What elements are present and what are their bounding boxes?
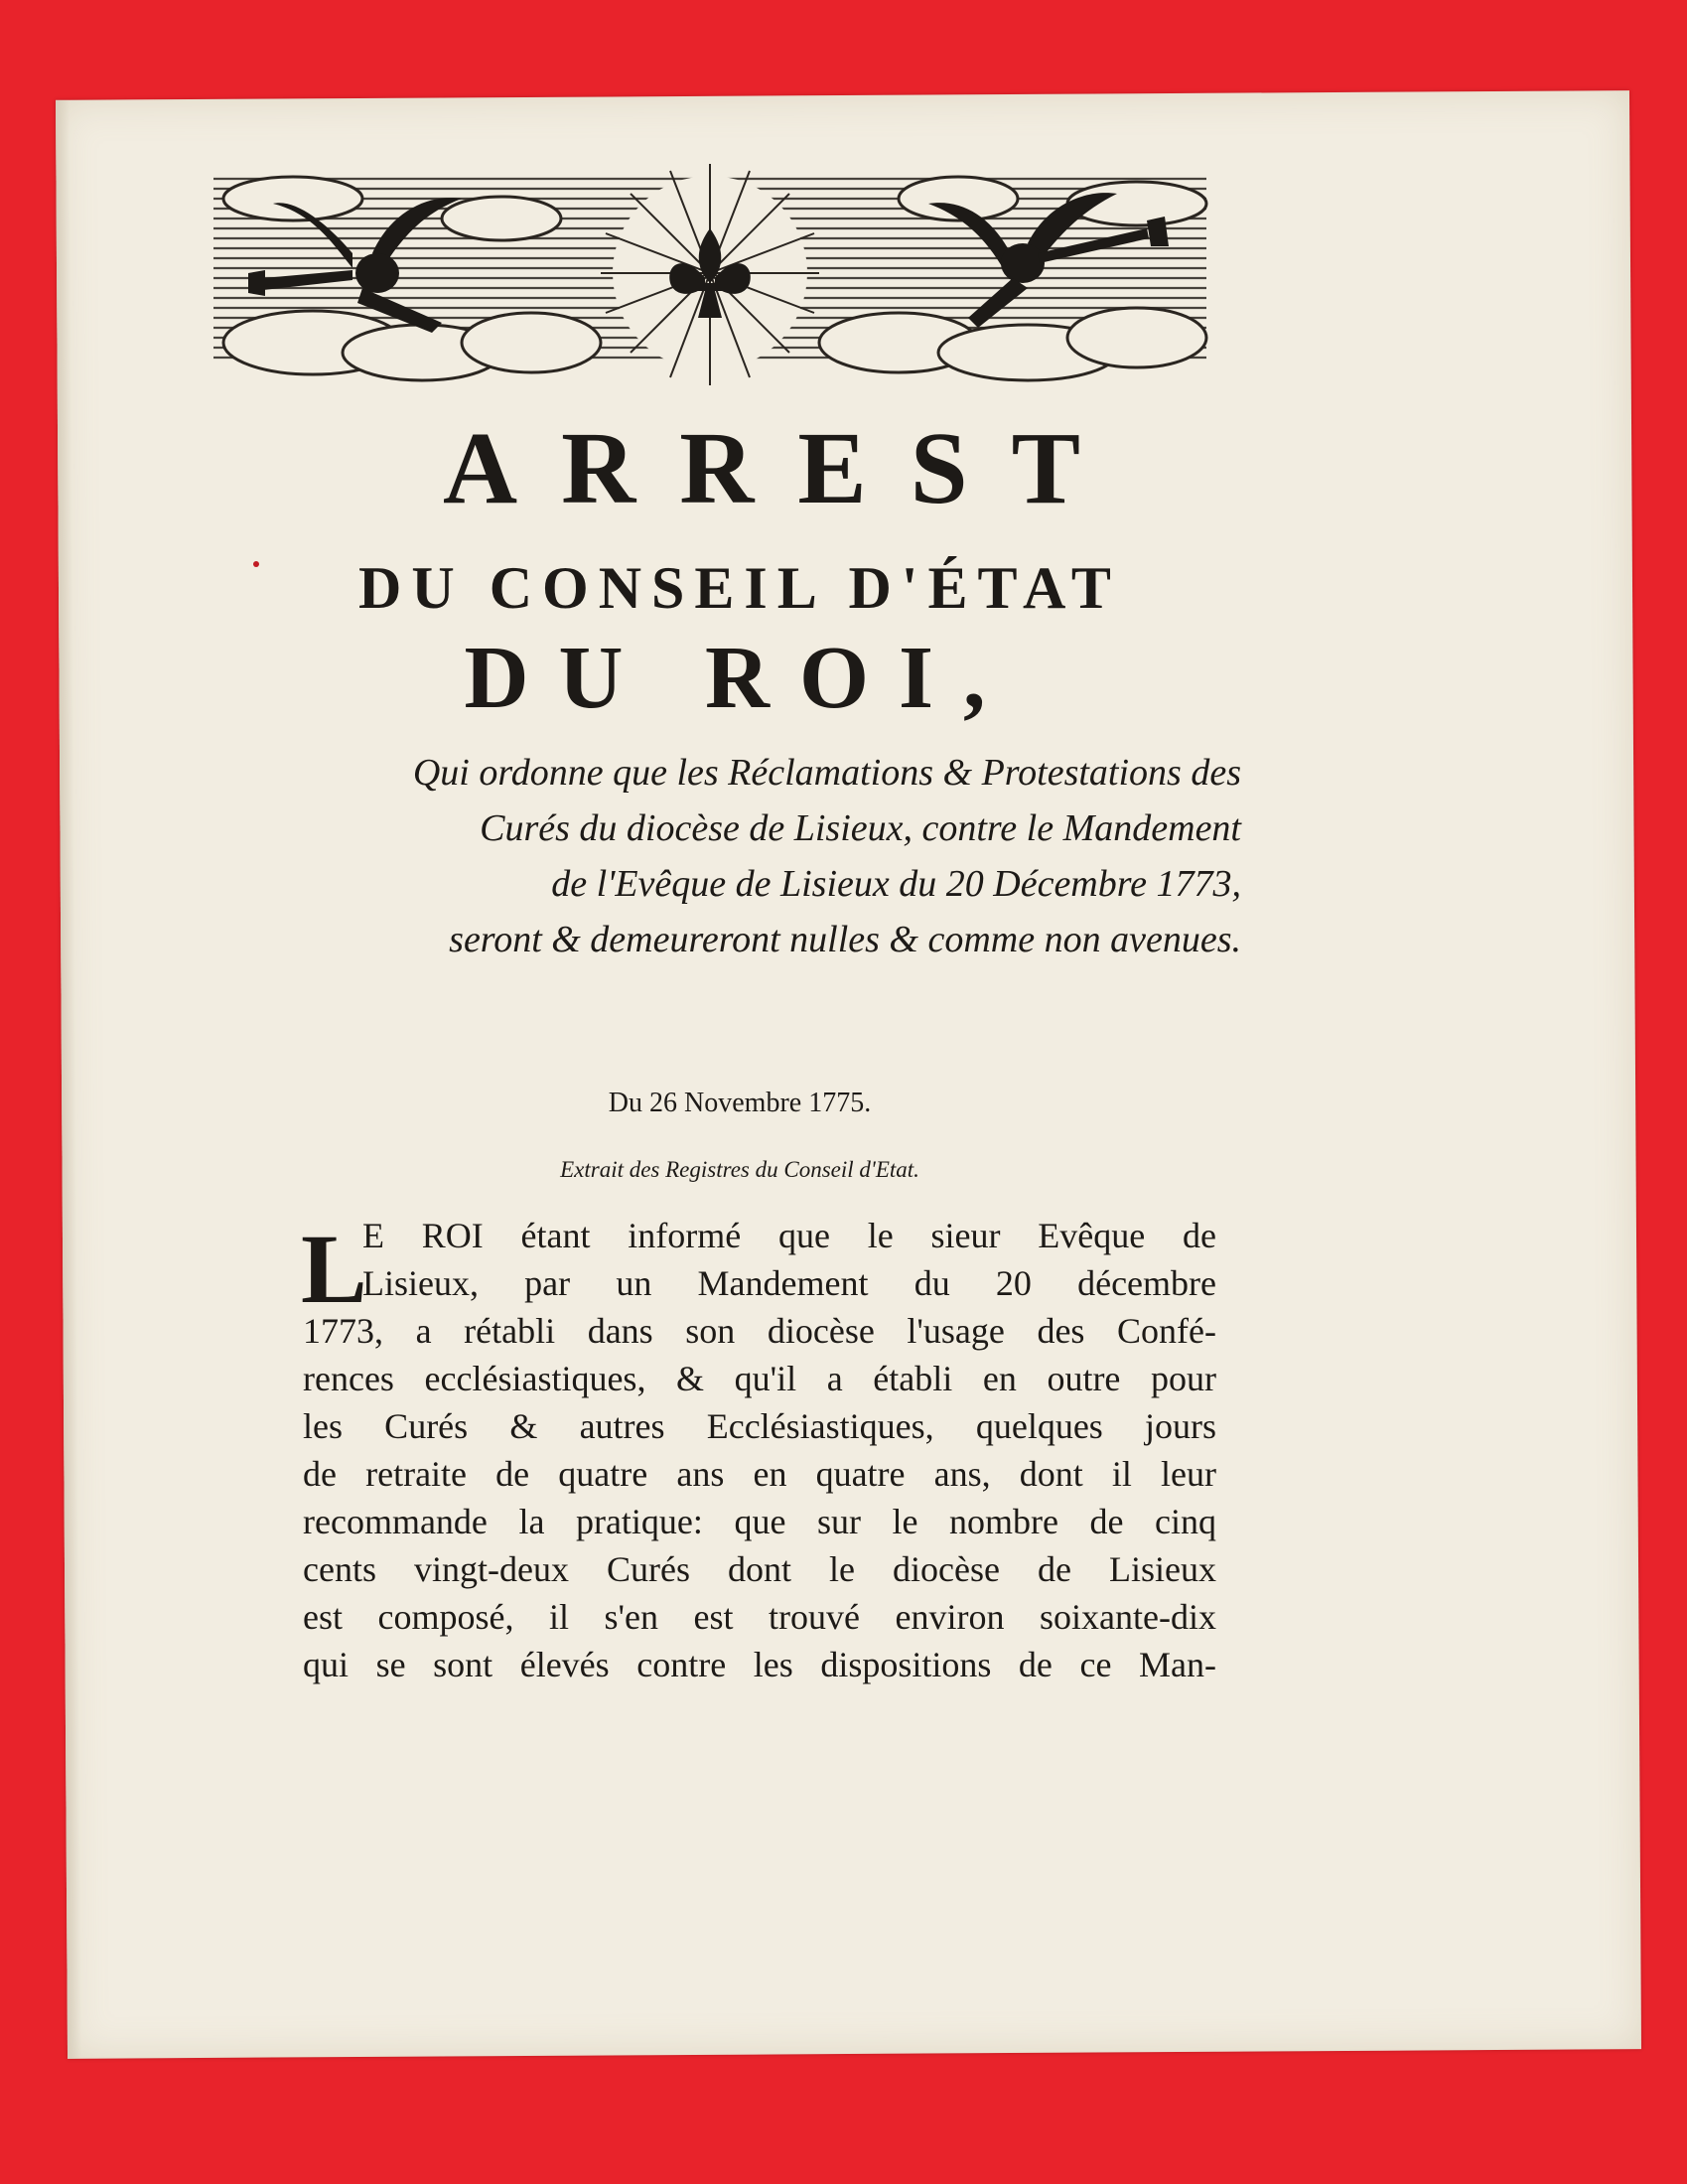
drop-cap-letter: L [301,1214,367,1324]
extrait-registres: Extrait des Registres du Conseil d'Etat. [560,1157,919,1182]
body-text [303,1212,1216,1688]
subtitle-line: seront & demeureront nulles & comme non avenues. [449,919,1241,960]
body-line: les Curés & autres Ecclésiastiques, quelques jours [303,1406,1216,1446]
subtitle-line: de l'Evêque de Lisieux du 20 Décembre 1773, [551,863,1241,905]
body-line: cents vingt-deux Curés dont le diocèse de Lisieux [303,1549,1216,1589]
body-line: rences ecclésiastiques, & qu'il a établi en outre pour [303,1359,1216,1398]
subtitle-block [288,745,1241,967]
paper-torn-edge [56,100,81,2059]
subtitle-line: Qui ordonne que les Réclamations & Protestations des [412,752,1241,794]
body-line: 1773, a rétabli dans son diocèse l'usage des Confé- [303,1311,1216,1351]
subtitle-line: Curés du diocèse de Lisieux, contre le Mandement [480,807,1241,849]
body-line: est composé, il s'en est trouvé environ soixante-dix [303,1597,1216,1637]
body-line: de retraite de quatre ans en quatre ans, dont il leur [303,1454,1216,1494]
title-arrest: ARREST [443,411,1124,525]
body-line: recommande la pratique: que sur le nombre de cinq [303,1502,1216,1541]
body-line: E ROI étant informé que le sieur Evêque de [362,1216,1216,1255]
title-du-roi: DU ROI, [464,629,1016,727]
headpiece-ornament-icon [204,159,1216,387]
body-line: qui se sont élevés contre les dispositions de ce Man- [303,1645,1216,1684]
body-line: Lisieux, par un Mandement du 20 décembre [362,1263,1216,1303]
title-conseil-etat: DU CONSEIL D'ÉTAT [358,555,1121,621]
document-date: Du 26 Novembre 1775. [608,1088,872,1118]
